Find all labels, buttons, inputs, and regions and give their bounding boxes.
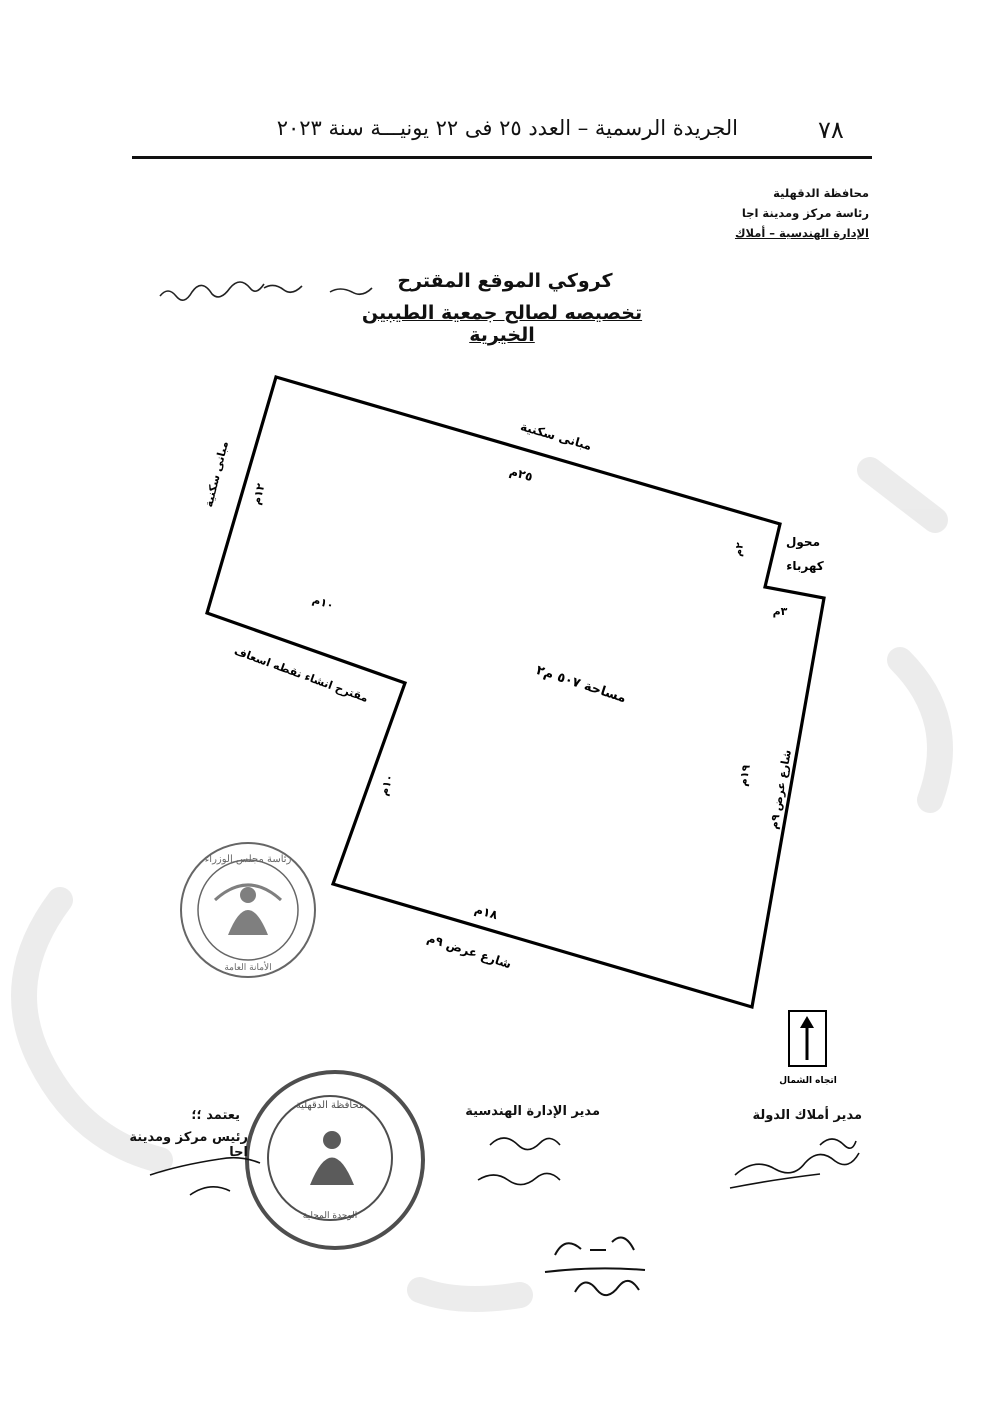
north-arrow [789, 1011, 826, 1066]
approval-label: يعتمد ؛؛ [191, 1108, 240, 1123]
left-edge-label: مبانى سكنية [202, 439, 232, 509]
signature-title-head: رئيس مركز ومدينة اجا [129, 1130, 248, 1160]
org-city-council: رئاسة مركز ومدينة اجا [741, 206, 869, 220]
north-arrow-label: اتجاه الشمال [779, 1076, 837, 1086]
document-subtitle: تخصيصه لصالح جمعية الطيبين الخيرية [361, 302, 643, 346]
area-label: مساحة ٥٠٧ م٢ [534, 663, 628, 707]
governorate-seal-text: محافظة الدقهلية [295, 1100, 365, 1111]
right-edge-length: ١٩م [736, 763, 753, 788]
inner-step-label: مقترح انشاء نقطه اسعاف [232, 644, 370, 706]
handwritten-date-note [545, 1238, 645, 1296]
page-number: ٧٨ [818, 116, 844, 144]
inner-step-length: ١٠م [310, 593, 336, 613]
right-edge-label: شارع عرض ٩م [767, 748, 794, 831]
governorate-seal-sub: الوحدة المحلية [302, 1211, 358, 1221]
inner-vertical-length: ١٠م [377, 772, 397, 798]
signature-state-property [730, 1139, 859, 1188]
signature-engineering [478, 1138, 560, 1185]
notch-label-electricity: كهرباء [786, 559, 824, 573]
gazette-header-title: الجريدة الرسمية – العدد ٢٥ فى ٢٢ يونيـــة سنة ٢٠٢٣ [276, 116, 738, 140]
notch-label-transformer: محول [785, 535, 821, 549]
notch-length-2m: ٢م [732, 541, 747, 558]
bottom-edge-label: شارع عرض ٩م [425, 930, 514, 972]
org-department: الإدارة الهندسية – أملاك [734, 226, 869, 240]
handwritten-reference [160, 282, 372, 300]
left-edge-length: ١٢م [249, 482, 268, 507]
top-edge-length: ٢٥م [507, 464, 535, 485]
signature-title-state-property: مدير أملاك الدولة [752, 1108, 862, 1123]
cabinet-seal [181, 843, 315, 977]
bottom-edge-length: ١٨م [472, 902, 500, 923]
cabinet-seal-text: رئاسة مجلس الوزراء [204, 854, 292, 865]
org-governorate: محافظة الدقهلية [773, 186, 869, 200]
cabinet-seal-sub: الأمانة العامة [224, 963, 272, 973]
top-edge-label: مبانى سكنية [518, 419, 594, 454]
signature-title-engineering: مدير الإدارة الهندسية [465, 1104, 600, 1119]
document-title: كروكي الموقع المقترح [397, 270, 613, 292]
notch-length-3m: ٣م [772, 605, 788, 618]
governorate-seal [247, 1072, 423, 1248]
